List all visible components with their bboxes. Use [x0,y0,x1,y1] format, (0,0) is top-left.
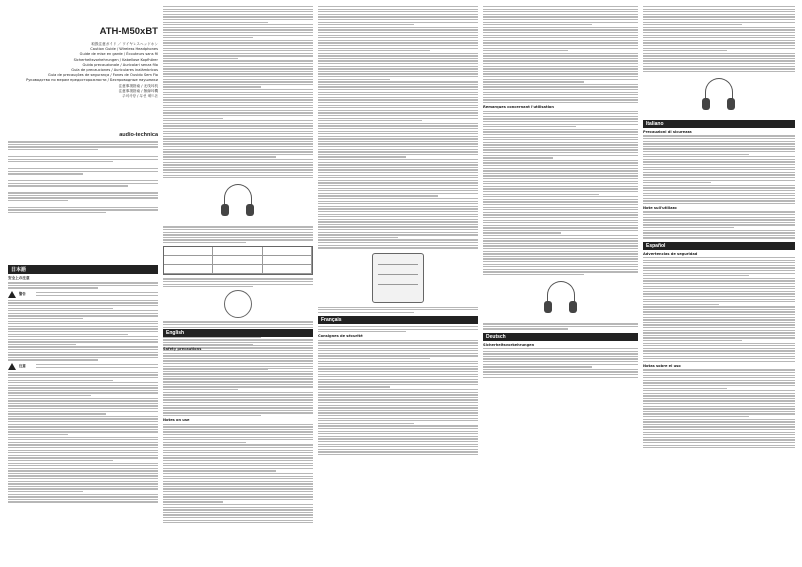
heading-es-notes: Notas sobre el uso [643,364,681,369]
warning-row [8,291,158,298]
headphones-illustration [699,76,739,116]
heading-fr-safety: Consignes de sécurité [318,334,363,339]
heading-fr-notes: Remarques concernant l'utilisation [483,105,554,110]
text-block [163,278,313,287]
text-block [643,257,795,362]
text-block [318,6,478,249]
heading-it-notes: Note sull'utilizzo [643,206,677,211]
text-block [483,6,638,103]
heading-de-safety: Sicherheitsvorkehrungen [483,342,535,347]
device-illustration [372,253,424,303]
column-2 [163,0,313,567]
title-ru: Руководство по мерам предосторожности / Беспроводные наушники [26,78,158,83]
text-block [318,340,478,455]
heading-en-safety: Safety precautions [163,347,202,352]
brand-logo: audio-technica [119,132,158,138]
headphones-illustration [541,279,581,319]
text-block [643,135,795,204]
text-block [643,6,795,72]
heading-ja-safety: 安全上の注意 [8,276,30,280]
section-japanese: 日本語 [8,265,158,274]
title-it: Guida precauzionale / Auricolari senza filo [82,62,158,67]
text-block [163,339,313,345]
text-block [163,353,313,417]
caution-label: 注意 [19,363,26,368]
column-5 [643,0,795,567]
section-francais: Français [318,316,478,324]
title-fr: Guide de mise en garde / Écouteurs sans fil [79,52,158,57]
title-zh-tw: 注意事項指南 / 無線耳機 [118,88,158,93]
column-1 [8,0,158,567]
warning-triangle-icon [8,291,16,298]
text-block [8,372,158,503]
title-de: Sicherheitsvorkehrungen / Kabellose Kopfhörer [73,57,158,62]
section-english: English [163,329,313,337]
text-block [483,323,638,329]
spec-table [163,246,313,275]
title-es: Guía de precauciones / Auriculares inalámbricos [71,68,158,73]
title-ja: 取扱注意ガイド ／ ワイヤレスヘッドホン [91,42,158,46]
title-zh-cn: 注意事項指南 / 无线耳机 [118,83,158,88]
text-block [643,369,795,448]
section-italiano: Italiano [643,120,795,128]
text-block [8,282,158,288]
model-number: ATH-M50xBT [99,26,158,37]
heading-en-notes: Notes on use [163,418,190,423]
text-block [8,300,158,361]
section-deutsch: Deutsch [483,333,638,341]
caution-triangle-icon [8,363,16,370]
recycle-icon [224,290,252,318]
section-espanol: Español [643,242,795,250]
text-block [163,6,313,178]
title-en: Caution Guide / Wireless Headphones [90,47,158,52]
heading-it-safety: Precauzioni di sicurezza [643,130,692,135]
text-block [318,307,478,313]
text-block [163,226,313,243]
title-ko: 주의사항 / 무선 헤드폰 [122,94,158,99]
headphones-illustration [218,182,258,222]
text-block [163,424,313,524]
intro-text-block [8,140,158,215]
text-block [483,348,638,378]
text-block [483,111,638,276]
document-titles [26,42,158,99]
warning-label: 警告 [19,291,26,296]
column-4 [483,0,638,567]
title-pt: Guia de precauções de segurança / Fones de Ouvido Sem Fio [48,73,158,78]
text-block [318,326,478,332]
caution-row [8,363,158,370]
heading-es-safety: Advertencias de seguridad [643,251,698,256]
text-block [643,211,795,238]
column-3 [318,0,478,567]
